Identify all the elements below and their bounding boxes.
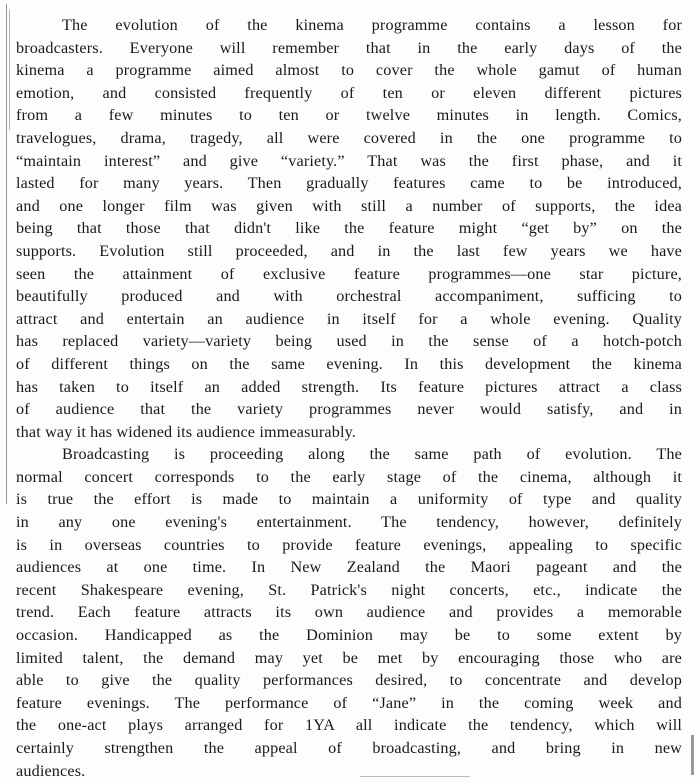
text-line: seen the attainment of exclusive feature programmes—one star picture, (16, 264, 682, 283)
text-line: The evolution of the kinema programme contains a lesson for (62, 16, 682, 34)
text-line: emotion, and consisted frequently of ten or eleven different pictures (16, 83, 682, 102)
text-line: able to give the quality performances desired, to concentrate and develop (16, 671, 682, 690)
text-line: the one-act plays arranged for 1YA all indicate the tendency, which will (16, 716, 682, 735)
text-line: travelogues, drama, tragedy, all were covered in the one programme to (16, 128, 682, 147)
text-line: Broadcasting is proceeding along the same path of evolution. The (62, 445, 682, 464)
paragraph-kinema (16, 14, 682, 443)
text-line: is in overseas countries to provide feature evenings, appealing to specific (16, 535, 682, 554)
text-line: and one longer film was given with still a number of supports, the idea (16, 196, 682, 215)
text-line: recent Shakespeare evening, St. Patrick's night concerts, etc., indicate the (16, 580, 682, 599)
text-line: being that those that didn't like the feature might “get by” on the (16, 219, 682, 238)
text-line: normal concert corresponds to the early stage of the cinema, although it (16, 467, 682, 486)
text-line: from a few minutes to ten or twelve minutes in length. Comics, (16, 106, 682, 125)
text-line: certainly strengthen the appeal of broadcasting, and bring in new (16, 739, 682, 757)
text-line: trend. Each feature attracts its own audience and provides a memorable (16, 603, 682, 622)
text-line: occasion. Handicapped as the Dominion may be to some extent by (16, 626, 682, 645)
text-line: has replaced variety—variety being used in the sense of a hotch-potch (16, 332, 682, 351)
text-line: is true the effort is made to maintain a uniformity of type and quality (16, 490, 682, 509)
column-rule-left-inner (9, 10, 10, 130)
text-line: of audience that the variety programmes never would satisfy, and in (16, 400, 682, 419)
text-line: “maintain interest” and give “variety.” That was the first phase, and it (16, 151, 682, 170)
text-line: beautifully produced and with orchestral accompaniment, sufficing to (16, 287, 682, 306)
text-line: attract and entertain an audience in itself for a whole evening. Quality (16, 309, 682, 328)
page-edge-mark (691, 735, 694, 775)
text-line: limited talent, the demand may yet be met by encouraging those who are (16, 648, 682, 667)
bottom-rule (360, 776, 470, 777)
paragraph-broadcasting (16, 443, 682, 782)
text-line: kinema a programme aimed almost to cover the whole gamut of human (16, 61, 682, 80)
text-line: that way it has widened its audience immeasurably. (16, 422, 356, 441)
text-line: supports. Evolution still proceeded, and in the last few years we have (16, 241, 682, 260)
text-line: feature evenings. The performance of “Jane” in the coming week and (16, 693, 682, 712)
text-line: audiences. (16, 761, 86, 780)
text-line: audiences at one time. In New Zealand the Maori pageant and the (16, 558, 682, 577)
text-line: in any one evening's entertainment. The tendency, however, definitely (16, 513, 682, 532)
text-line: has taken to itself an added strength. Its feature pictures attract a class (16, 377, 682, 396)
column-rule-left (6, 4, 7, 504)
text-line: of different things on the same evening. In this development the kinema (16, 354, 682, 373)
text-line: broadcasters. Everyone will remember that in the early days of the (16, 38, 682, 57)
editorial-article (16, 14, 682, 782)
text-line: lasted for many years. Then gradually features came to be introduced, (16, 174, 682, 193)
